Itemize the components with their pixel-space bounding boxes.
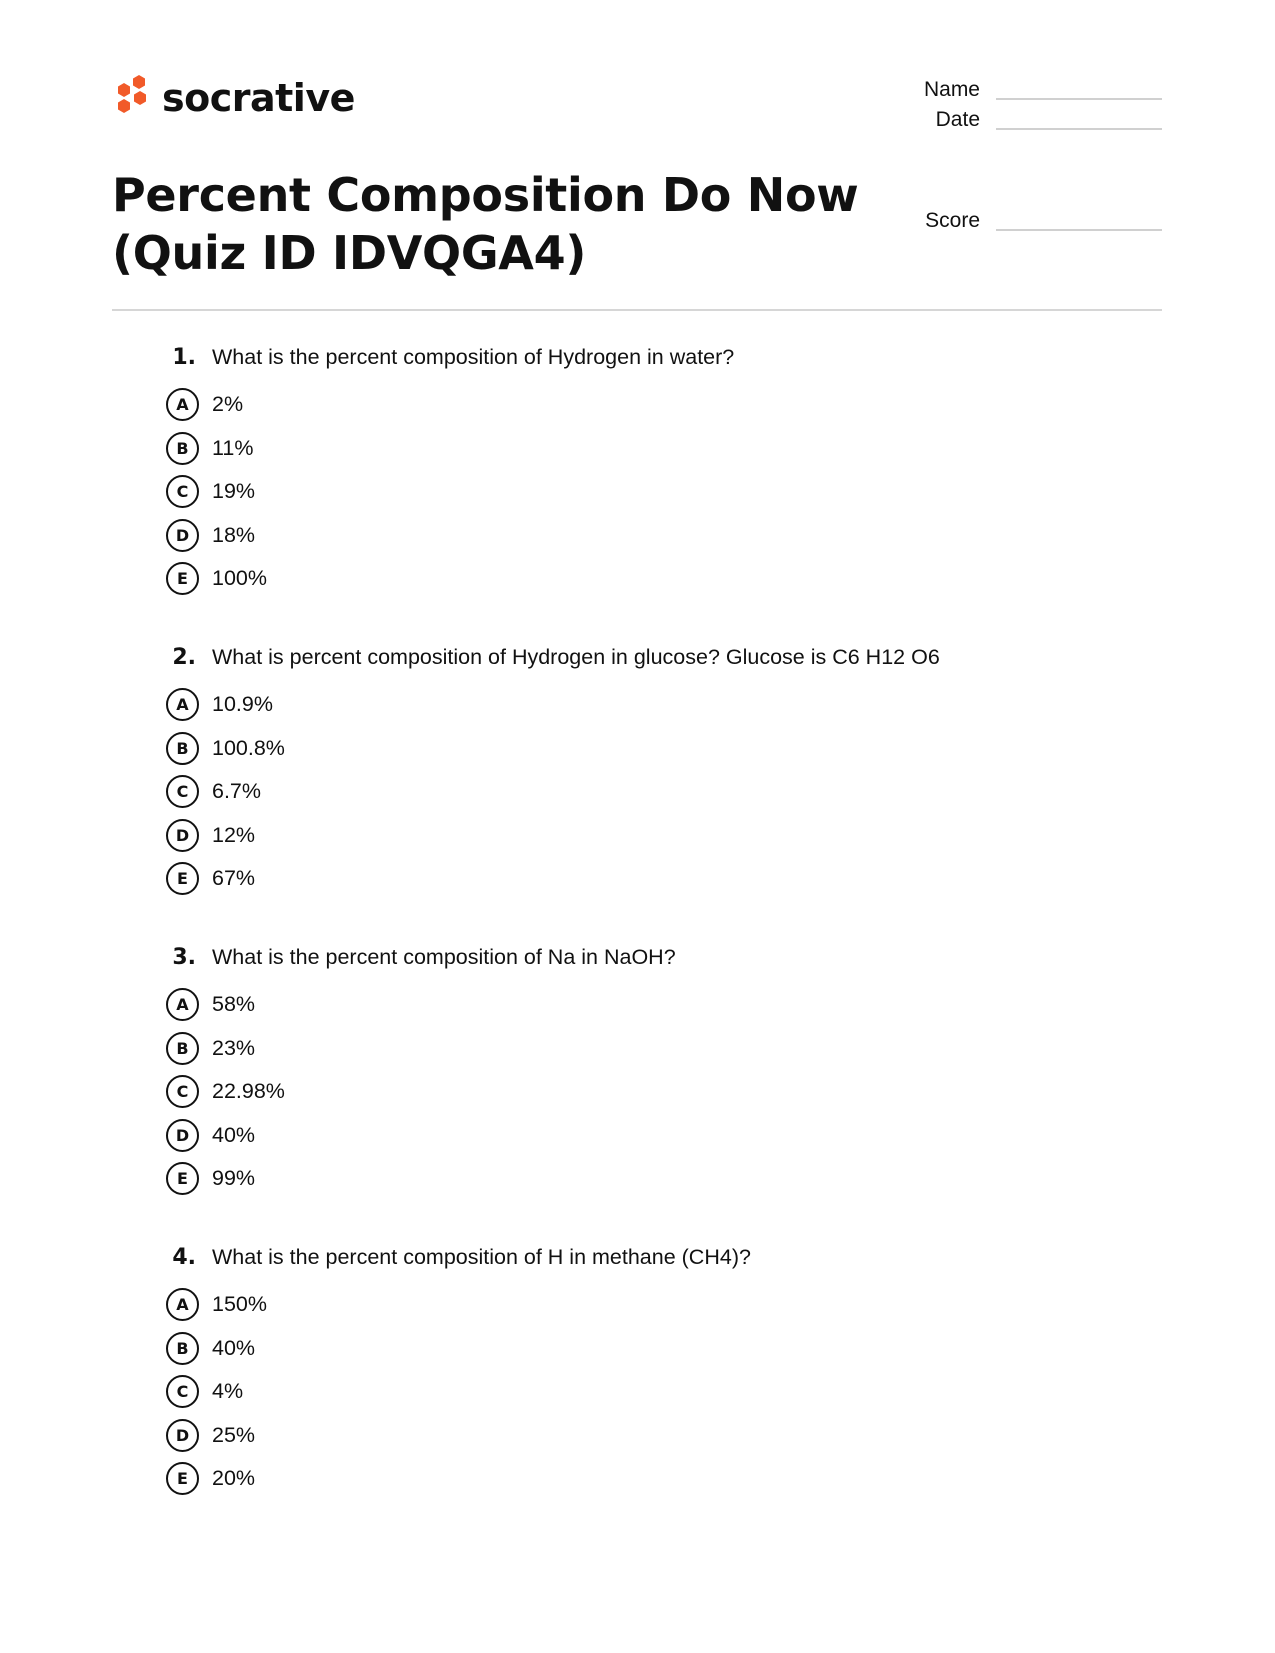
option-e[interactable] [166, 1457, 1066, 1501]
option-d[interactable] [166, 814, 1066, 858]
option-text: 6.7% [212, 779, 262, 804]
option-bubble[interactable]: D [166, 1419, 199, 1452]
option-text: 150% [212, 1292, 267, 1317]
option-d[interactable] [166, 514, 1066, 558]
option-bubble[interactable]: D [166, 1119, 199, 1152]
date-line[interactable] [996, 128, 1162, 130]
score-line[interactable] [996, 229, 1162, 231]
question-number: 4. [172, 1245, 196, 1270]
option-bubble[interactable]: D [166, 819, 199, 852]
question-2 [166, 645, 1066, 901]
option-text: 19% [212, 479, 256, 504]
option-a[interactable] [166, 683, 1066, 727]
option-bubble[interactable]: B [166, 1032, 199, 1065]
option-text: 20% [212, 1466, 256, 1491]
option-bubble[interactable]: B [166, 732, 199, 765]
option-c[interactable] [166, 770, 1066, 814]
question-number: 3. [172, 945, 196, 970]
header-divider [112, 309, 1162, 311]
title-line-2: (Quiz ID IDVQGA4) [112, 226, 587, 280]
question-text: What is the percent composition of H in methane (CH4)? [212, 1245, 751, 1269]
option-bubble[interactable]: A [166, 988, 199, 1021]
option-text: 25% [212, 1422, 256, 1447]
option-bubble[interactable]: C [166, 1075, 199, 1108]
option-b[interactable] [166, 427, 1066, 471]
option-e[interactable] [166, 1157, 1066, 1201]
question-text: What is the percent composition of Na in NaOH? [212, 945, 676, 969]
question-text: What is percent composition of Hydrogen in glucose? Glucose is C6 H12 O6 [212, 645, 940, 669]
option-bubble[interactable]: A [166, 388, 199, 421]
option-text: 2% [212, 392, 244, 417]
option-a[interactable] [166, 983, 1066, 1027]
option-text: 4% [212, 1379, 244, 1404]
option-text: 40% [212, 1122, 256, 1147]
option-text: 58% [212, 992, 256, 1017]
option-bubble[interactable]: E [166, 1162, 199, 1195]
score-field[interactable] [900, 209, 1162, 233]
question-3 [166, 945, 1066, 1201]
option-text: 40% [212, 1335, 256, 1360]
name-line[interactable] [996, 98, 1162, 100]
option-bubble[interactable]: E [166, 862, 199, 895]
option-bubble[interactable]: C [166, 1375, 199, 1408]
option-text: 100.8% [212, 735, 285, 760]
option-bubble[interactable]: D [166, 519, 199, 552]
date-field[interactable] [900, 108, 1162, 132]
option-bubble[interactable]: C [166, 775, 199, 808]
hexagon-cluster-icon [112, 73, 152, 123]
option-bubble[interactable]: A [166, 1288, 199, 1321]
question-text: What is the percent composition of Hydrogen in water? [212, 345, 735, 369]
option-bubble[interactable]: E [166, 562, 199, 595]
brand-name: socrative [162, 76, 355, 120]
option-b[interactable] [166, 727, 1066, 771]
question-4 [166, 1245, 1066, 1501]
name-field[interactable] [900, 78, 1162, 102]
option-text: 18% [212, 522, 256, 547]
option-bubble[interactable]: E [166, 1462, 199, 1495]
score-label: Score [925, 209, 980, 232]
option-e[interactable] [166, 857, 1066, 901]
option-bubble[interactable]: B [166, 432, 199, 465]
option-bubble[interactable]: C [166, 475, 199, 508]
option-c[interactable] [166, 1370, 1066, 1414]
option-a[interactable] [166, 383, 1066, 427]
option-c[interactable] [166, 1070, 1066, 1114]
question-1 [166, 345, 1066, 601]
question-number: 1. [172, 345, 196, 370]
option-b[interactable] [166, 1027, 1066, 1071]
date-label: Date [935, 108, 980, 131]
option-text: 22.98% [212, 1079, 285, 1104]
option-text: 10.9% [212, 692, 273, 717]
option-text: 99% [212, 1166, 256, 1191]
option-text: 100% [212, 566, 267, 591]
name-label: Name [923, 78, 980, 101]
option-bubble[interactable]: A [166, 688, 199, 721]
option-text: 11% [212, 435, 254, 460]
socrative-logo [112, 73, 355, 123]
option-b[interactable] [166, 1327, 1066, 1371]
option-e[interactable] [166, 557, 1066, 601]
page-title [112, 166, 872, 282]
option-bubble[interactable]: B [166, 1332, 199, 1365]
option-text: 23% [212, 1035, 256, 1060]
title-line-1: Percent Composition Do Now [112, 168, 859, 222]
option-text: 67% [212, 866, 256, 891]
question-number: 2. [172, 645, 196, 670]
option-text: 12% [212, 822, 256, 847]
option-d[interactable] [166, 1114, 1066, 1158]
option-d[interactable] [166, 1414, 1066, 1458]
option-a[interactable] [166, 1283, 1066, 1327]
option-c[interactable] [166, 470, 1066, 514]
